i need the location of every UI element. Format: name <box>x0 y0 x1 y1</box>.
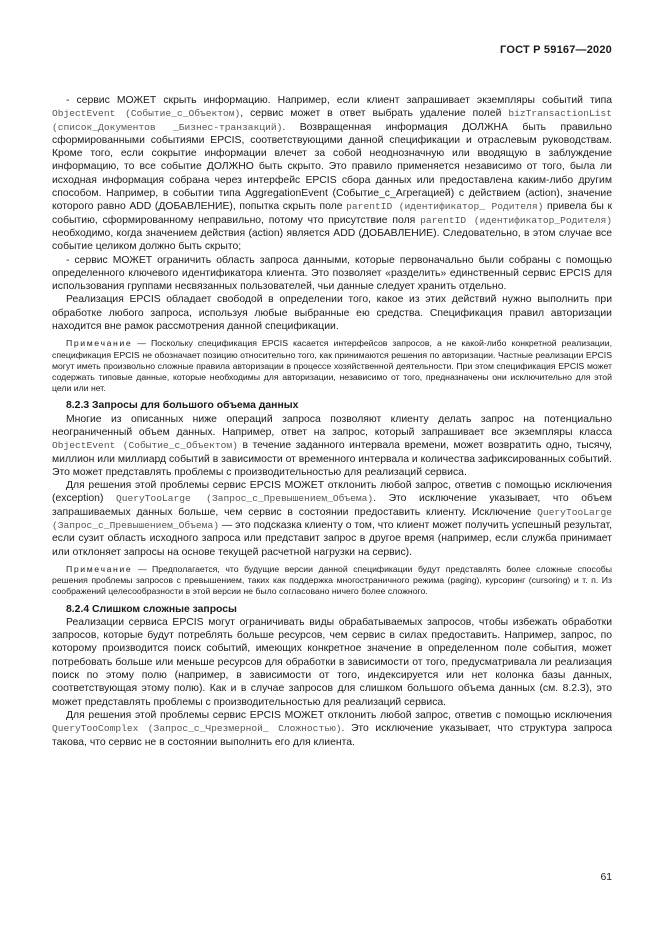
body-paragraph <box>52 293 612 333</box>
text-run: 8.2.4 Слишком сложные запросы <box>66 603 237 615</box>
text-run: — Поскольку спецификация EPCIS касается интерфейсов запросов, а не какой-либо конкретной реализации, спецификация EPCIS не обозначает позицию относительно того, как принимаются решения по авторизации. Частные реализации EPCIS могут иметь произвольно сложные правила авторизации в процессе хозяйственной деятельности. При этом спецификация EPCIS может содержать типовые данные, которые необходимы для авторизации, независимо от того, предназначены они исключительно для этой цели или нет. <box>52 338 612 394</box>
text-run: . Это исключение указывает, что объем запрашиваемых данных больше, чем сервис в состоянии предоставить клиенту. Исключение <box>52 493 613 518</box>
page-number: 61 <box>600 872 612 883</box>
body-paragraph <box>52 413 612 479</box>
code-term: parentID (идентификатор_Родителя) <box>420 214 612 226</box>
code-term: QueryTooLarge (Запрос_с_Превышением_Объема) <box>52 506 612 532</box>
text-run: . Возвращенная информация ДОЛЖНА быть правильно сформированными событиями EPCIS, соответствующими данной спецификации и отраслевым руководствам. Кроме того, если сокрытие информации влечет за собой неоднозначную или вводящую в заблуждение информацию, то все событие ДОЛЖНО быть скрыто. Это правило применяется независимо от того, была ли исходная информация собрана через интерфейс EPCIS сбора данных или предоставлена каким-либо другим способом. Например, в событии типа AggregationEvent (Событие_с_Агрегацией) с действием (action), значение которого равно ADD (ДОБАВЛЕНИЕ), попытка скрыть поле <box>52 121 612 213</box>
code-term: bizTransactionList (список_Документов _Бизнес-транзакций) <box>52 108 613 133</box>
text-run: 8.2.3 Запросы для большого объема данных <box>66 400 299 412</box>
body-paragraph <box>52 94 612 254</box>
text-run: в течение заданного интервала времени, может возвратить одно, тысячу, миллион или миллиард событий в зависимости от временного интервала и количества зафиксированных событий. Это может представлять проблемы с производительностью для реализаций сервиса. <box>52 440 613 478</box>
text-run: Реализации сервиса EPCIS могут ограничивать виды обрабатываемых запросов, чтобы избежать обработки запросов, которые будут потреблять больше ресурсов, чем сервис в силах предоставить. Например, запрос, по которому производится поиск событий, имеющих конкретное значение в определенном поле события, может потребовать больше или меньше ресурсов для обработки в зависимости от того, предусматривала ли реализация поиск по этому полю (например, в зависимости от того, индексируется или нет колонка базы данных, соответствующая этому полю). Как и в случае запросов для слишком большого объема данных (см. 8.2.3), это может представлять проблемы с производительностью для реализаций сервиса. <box>52 616 612 708</box>
text-run: - сервис МОЖЕТ ограничить область запроса данными, которые первоначально были собраны с помощью определенного ключевого идентификатора клиента. Это позволяет «разделить» единственный сервис EPCIS для использования группами несвязанных пользователей, чьи данные следует хранить отдельно. <box>52 254 612 293</box>
text-run: — это подсказка клиенту о том, что клиент может получить успешный результат, если сузит область исходного запроса или представит запрос в другое время (например, если служба принимает или отклоняет запросы на основе текущей расчетной нагрузки на сервис). <box>52 520 612 558</box>
document-body <box>52 94 612 749</box>
text-run: Многие из описанных ниже операций запроса позволяют клиенту делать запрос на потенциально неограниченный объем данных. Например, ответ на запрос, который запрашивает все экземпляры класса <box>52 413 612 438</box>
note-label: Примечание <box>66 338 133 349</box>
note-label: Примечание <box>66 563 133 574</box>
section-heading <box>52 603 612 616</box>
document-standard-id: ГОСТ Р 59167—2020 <box>500 44 612 56</box>
code-term: QueryTooComplex (Запрос_с_Чрезмерной_ Сложностью) <box>52 723 342 735</box>
body-paragraph <box>52 254 612 294</box>
text-run: необходимо, когда значением действия (action) является ADD (ДОБАВЛЕНИЕ). Следовательно, в этом случае все событие целиком должно быть скрыто; <box>52 227 612 253</box>
note-paragraph <box>52 564 612 598</box>
text-run: привела бы к событию, сформированному неправильно, потому что присутствие поля <box>52 201 612 226</box>
section-heading <box>52 399 612 412</box>
code-term: ObjectEvent (Событие_с_Объектом) <box>52 108 241 120</box>
text-run: - сервис МОЖЕТ скрыть информацию. Например, если клиент запрашивает экземпляры событий типа <box>66 95 612 106</box>
text-run: Для решения этой проблемы сервис EPCIS МОЖЕТ отклонить любой запрос, ответив с помощью исключения <box>66 709 612 721</box>
code-term: ObjectEvent (Событие_с_Объектом) <box>52 440 238 452</box>
code-term: parentID (идентификатор_ Родителя) <box>346 201 544 213</box>
body-paragraph <box>52 709 612 749</box>
text-run: — Предполагается, что будущие версии данной спецификации будут представлять более сложные способы решения проблемы запросов с превышением, таких как поддержка многостраничного режима (paging), курсоринг (cursoring) и т. п. Из соображений целесообразности в этой версии не было согласовано ничего более сложного. <box>52 563 612 597</box>
note-paragraph <box>52 338 612 394</box>
text-run: , сервис может в ответ выбрать удаление полей <box>240 108 509 120</box>
body-paragraph <box>52 616 612 709</box>
body-paragraph <box>52 479 612 559</box>
text-run: Реализация EPCIS обладает свободой в определении того, какое из этих действий нужно выполнить при обработке любого запроса, используя любые выбранные ею средства. Спецификация правил авторизации находится вне рамок рассмотрения данной спецификации. <box>52 294 612 333</box>
text-run: Для решения этой проблемы сервис EPCIS МОЖЕТ отклонить любой запрос, ответив с помощью исключения (exception) <box>52 480 612 505</box>
text-run: . Это исключение указывает, что структура запроса такова, что сервис не в состоянии выполнить его для клиента. <box>52 723 612 748</box>
code-term: QueryTooLarge (Запрос_с_Превышением_Объема) <box>115 493 374 505</box>
